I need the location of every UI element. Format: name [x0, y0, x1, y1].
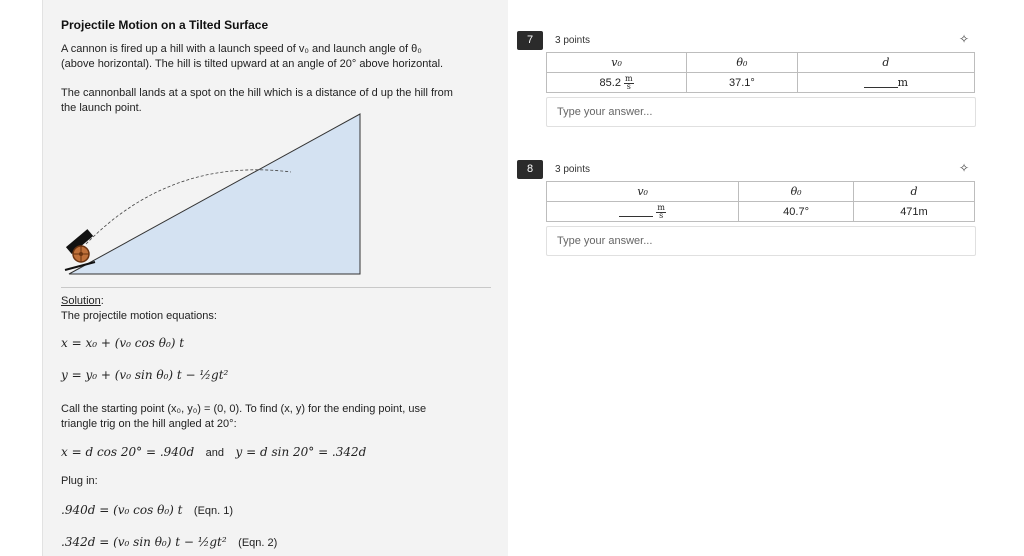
answer-input[interactable]: Type your answer...	[546, 226, 976, 256]
starting-point-text	[61, 402, 496, 432]
question-points: 3 points	[555, 35, 591, 46]
questions-column	[508, 0, 995, 556]
intro2-line-1: The cannonball lands at a spot on the hill which is a distance of d up the hill from	[61, 87, 453, 99]
blank-line	[864, 78, 898, 88]
question-number-badge: 8	[517, 160, 543, 179]
question-8-table	[546, 181, 975, 222]
call-line-1: Call the starting point (x₀, y₀) = (0, 0). To find (x, y) for the ending point, use	[61, 403, 427, 415]
intro-line-2: (above horizontal). The hill is tilted upward at an angle of 20° above horizontal.	[61, 58, 444, 70]
answer-input[interactable]: Type your answer...	[546, 97, 976, 127]
unit-fraction: $\frac{m}{s}$	[625, 73, 633, 91]
section-divider	[61, 287, 491, 288]
value-v0: $85.2 \frac{m}{s}$	[547, 73, 687, 93]
hill-cannon-diagram	[61, 112, 391, 280]
problem-panel	[42, 0, 510, 556]
page-margin-right	[995, 0, 1024, 556]
header-d: d	[797, 53, 974, 73]
pin-icon[interactable]: ✧	[959, 32, 970, 46]
question-points: 3 points	[555, 164, 591, 175]
header-d: d	[853, 182, 974, 202]
header-theta0: θ₀	[687, 53, 798, 73]
unit-fraction: $\frac{m}{s}$	[657, 202, 665, 220]
value-theta0: 40.7°	[739, 202, 854, 222]
hill-triangle	[69, 114, 360, 274]
pin-icon[interactable]: ✧	[959, 161, 970, 175]
solution-text: The projectile motion equations:	[61, 310, 217, 322]
value-d-blank: m	[797, 73, 974, 93]
equation-2: .342d = (v₀ sin θ₀) t − ½gt² (Eqn. 2)	[61, 535, 278, 549]
solution-label: Solution	[61, 295, 101, 307]
equation-hill-trig: x = d cos 20° = .940d and y = d sin 20° = .342d	[61, 445, 367, 459]
value-theta0: 37.1°	[687, 73, 798, 93]
intro-line-1: A cannon is fired up a hill with a launch speed of v₀ and launch angle of θ₀	[61, 43, 422, 55]
page-margin-left	[0, 0, 42, 556]
equation-x: x = x₀ + (v₀ cos θ₀) t	[61, 336, 185, 350]
problem-title: Projectile Motion on a Tilted Surface	[61, 18, 269, 32]
equation-1: .940d = (v₀ cos θ₀) t (Eqn. 1)	[61, 503, 234, 517]
value-d: 471m	[853, 202, 974, 222]
value-v0-blank	[547, 202, 739, 222]
question-7-table	[546, 52, 975, 93]
intro2-line-2: the launch point.	[61, 102, 142, 114]
question-number-badge: 7	[517, 31, 543, 50]
equation-y: y = y₀ + (v₀ sin θ₀) t − ½gt²	[61, 368, 229, 382]
call-line-2: triangle trig on the hill angled at 20°:	[61, 418, 237, 430]
problem-intro	[61, 42, 496, 72]
header-v0: v₀	[547, 182, 739, 202]
blank-line	[619, 207, 653, 217]
plug-in-text: Plug in:	[61, 475, 98, 487]
solution-heading: Solution: The projectile motion equations:	[61, 294, 496, 324]
header-theta0: θ₀	[739, 182, 854, 202]
header-v0: v₀	[547, 53, 687, 73]
cannon	[65, 229, 95, 270]
